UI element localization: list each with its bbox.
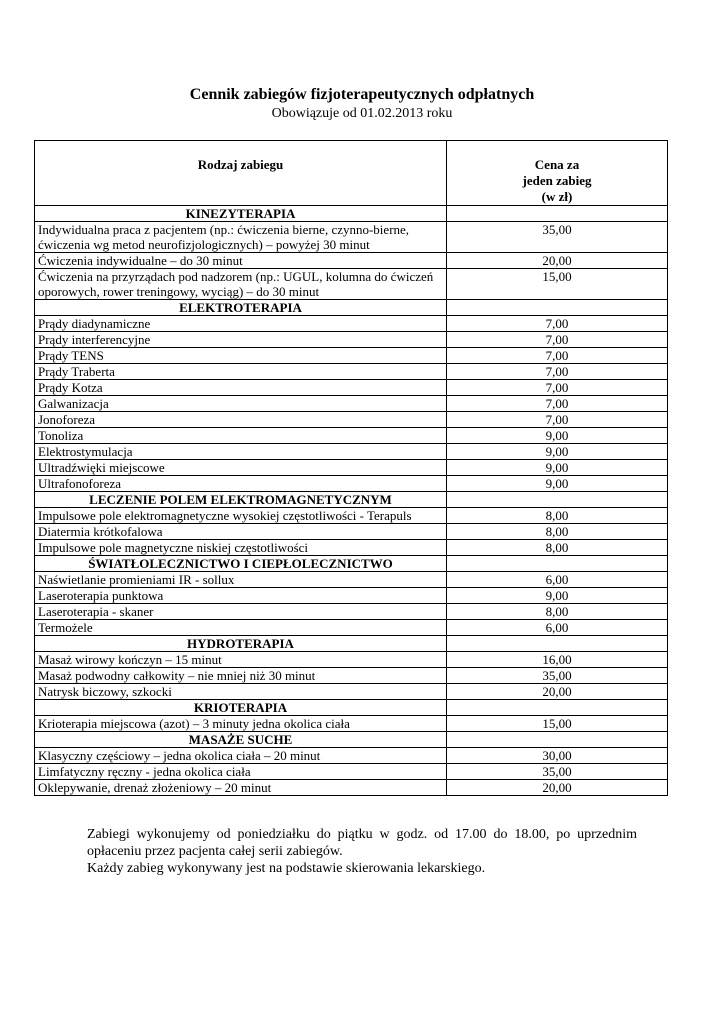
section-heading: HYDROTERAPIA [35, 636, 447, 652]
treatment-name: Laseroterapia - skaner [35, 604, 447, 620]
table-row [35, 332, 668, 348]
price-table [34, 140, 668, 796]
treatment-name: Laseroterapia punktowa [35, 588, 447, 604]
section-row [35, 300, 668, 316]
treatment-price: 35,00 [447, 668, 668, 684]
section-price-empty [447, 700, 668, 716]
table-row [35, 780, 668, 796]
footer-hours-note: Zabiegi wykonujemy od poniedziałku do piątku w godz. od 17.00 do 18.00, po uprzednim opłaceniu przez pacjenta całej serii zabiegów. [87, 827, 637, 859]
table-row [35, 668, 668, 684]
section-heading: LECZENIE POLEM ELEKTROMAGNETYCZNYM [35, 492, 447, 508]
table-row [35, 348, 668, 364]
treatment-name: Klasyczny częściowy – jedna okolica ciała – 20 minut [35, 748, 447, 764]
treatment-price: 9,00 [447, 444, 668, 460]
section-row [35, 492, 668, 508]
section-row [35, 556, 668, 572]
treatment-name: Prądy interferencyjne [35, 332, 447, 348]
header-treatment-name: Rodzaj zabiegu [35, 141, 447, 206]
treatment-name: Naświetlanie promieniami IR - sollux [35, 572, 447, 588]
treatment-price: 8,00 [447, 604, 668, 620]
treatment-name: Prądy Kotza [35, 380, 447, 396]
section-row [35, 700, 668, 716]
treatment-price: 7,00 [447, 412, 668, 428]
treatment-name: Natrysk biczowy, szkocki [35, 684, 447, 700]
treatment-name: Ultradźwięki miejscowe [35, 460, 447, 476]
header-price-line3: (w zł) [541, 189, 573, 204]
table-row [35, 620, 668, 636]
treatment-name: Indywidualna praca z pacjentem (np.: ćwiczenia bierne, czynno-bierne, ćwiczenia wg metod neurofizjologicznych) – powyżej 30 minut [35, 222, 447, 253]
table-row [35, 764, 668, 780]
table-row [35, 748, 668, 764]
table-row [35, 428, 668, 444]
section-row [35, 636, 668, 652]
treatment-name: Termożele [35, 620, 447, 636]
treatment-price: 9,00 [447, 588, 668, 604]
section-heading: KRIOTERAPIA [35, 700, 447, 716]
section-price-empty [447, 732, 668, 748]
header-price-line2: jeden zabieg [522, 173, 592, 188]
document-title: Cennik zabiegów fizjoterapeutycznych odpłatnych [189, 86, 535, 103]
section-heading: ŚWIATŁOLECZNICTWO I CIEPŁOLECZNICTWO [35, 556, 447, 572]
table-row [35, 444, 668, 460]
table-row [35, 684, 668, 700]
treatment-price: 20,00 [447, 253, 668, 269]
treatment-price: 7,00 [447, 380, 668, 396]
section-price-empty [447, 300, 668, 316]
table-row [35, 524, 668, 540]
table-row [35, 269, 668, 300]
table-body [35, 206, 668, 796]
treatment-name: Ćwiczenia na przyrządach pod nadzorem (np.: UGUL, kolumna do ćwiczeń oporowych, rower treningowy, wyciąg) – do 30 minut [35, 269, 447, 300]
table-row [35, 572, 668, 588]
treatment-name: Impulsowe pole elektromagnetyczne wysokiej częstotliwości - Terapuls [35, 508, 447, 524]
table-row [35, 316, 668, 332]
treatment-price: 7,00 [447, 348, 668, 364]
treatment-price: 8,00 [447, 540, 668, 556]
treatment-price: 9,00 [447, 428, 668, 444]
table-row [35, 476, 668, 492]
treatment-name: Masaż wirowy kończyn – 15 minut [35, 652, 447, 668]
treatment-name: Elektrostymulacja [35, 444, 447, 460]
treatment-name: Ultrafonoforeza [35, 476, 447, 492]
treatment-name: Prądy TENS [35, 348, 447, 364]
table-row [35, 540, 668, 556]
treatment-price: 9,00 [447, 460, 668, 476]
treatment-name: Krioterapia miejscowa (azot) – 3 minuty jedna okolica ciała [35, 716, 447, 732]
section-heading: ELEKTROTERAPIA [35, 300, 447, 316]
section-row [35, 732, 668, 748]
treatment-price: 7,00 [447, 364, 668, 380]
treatment-name: Prądy Traberta [35, 364, 447, 380]
treatment-price: 6,00 [447, 572, 668, 588]
treatment-price: 35,00 [447, 222, 668, 253]
treatment-price: 20,00 [447, 780, 668, 796]
treatment-name: Galwanizacja [35, 396, 447, 412]
table-row [35, 508, 668, 524]
section-heading: KINEZYTERAPIA [35, 206, 447, 222]
header-price [447, 141, 668, 206]
section-price-empty [447, 556, 668, 572]
table-row [35, 380, 668, 396]
treatment-name: Prądy diadynamiczne [35, 316, 447, 332]
treatment-price: 15,00 [447, 716, 668, 732]
section-heading: MASAŻE SUCHE [35, 732, 447, 748]
table-row [35, 364, 668, 380]
document-subtitle: Obowiązuje od 01.02.2013 roku [271, 106, 453, 121]
treatment-price: 8,00 [447, 524, 668, 540]
footer-referral-note: Każdy zabieg wykonywany jest na podstawie skierowania lekarskiego. [87, 861, 486, 876]
treatment-price: 9,00 [447, 476, 668, 492]
treatment-name: Masaż podwodny całkowity – nie mniej niż 30 minut [35, 668, 447, 684]
table-header-row [35, 141, 668, 206]
treatment-price: 15,00 [447, 269, 668, 300]
treatment-price: 7,00 [447, 396, 668, 412]
table-row [35, 604, 668, 620]
treatment-price: 16,00 [447, 652, 668, 668]
treatment-name: Impulsowe pole magnetyczne niskiej częstotliwości [35, 540, 447, 556]
table-row [35, 652, 668, 668]
treatment-price: 20,00 [447, 684, 668, 700]
treatment-name: Ćwiczenia indywidualne – do 30 minut [35, 253, 447, 269]
table-row [35, 588, 668, 604]
table-row [35, 222, 668, 253]
treatment-price: 35,00 [447, 764, 668, 780]
table-row [35, 253, 668, 269]
treatment-price: 30,00 [447, 748, 668, 764]
treatment-name: Diatermia krótkofalowa [35, 524, 447, 540]
treatment-name: Tonoliza [35, 428, 447, 444]
treatment-price: 6,00 [447, 620, 668, 636]
treatment-price: 7,00 [447, 316, 668, 332]
footer-notes [87, 826, 637, 877]
table-row [35, 460, 668, 476]
treatment-price: 7,00 [447, 332, 668, 348]
treatment-name: Oklepywanie, drenaż złożeniowy – 20 minut [35, 780, 447, 796]
treatment-name: Limfatyczny ręczny - jedna okolica ciała [35, 764, 447, 780]
section-row [35, 206, 668, 222]
section-price-empty [447, 206, 668, 222]
header-price-line1: Cena za [534, 157, 580, 172]
treatment-name: Jonoforeza [35, 412, 447, 428]
table-row [35, 396, 668, 412]
treatment-price: 8,00 [447, 508, 668, 524]
table-row [35, 716, 668, 732]
section-price-empty [447, 492, 668, 508]
table-row [35, 412, 668, 428]
section-price-empty [447, 636, 668, 652]
